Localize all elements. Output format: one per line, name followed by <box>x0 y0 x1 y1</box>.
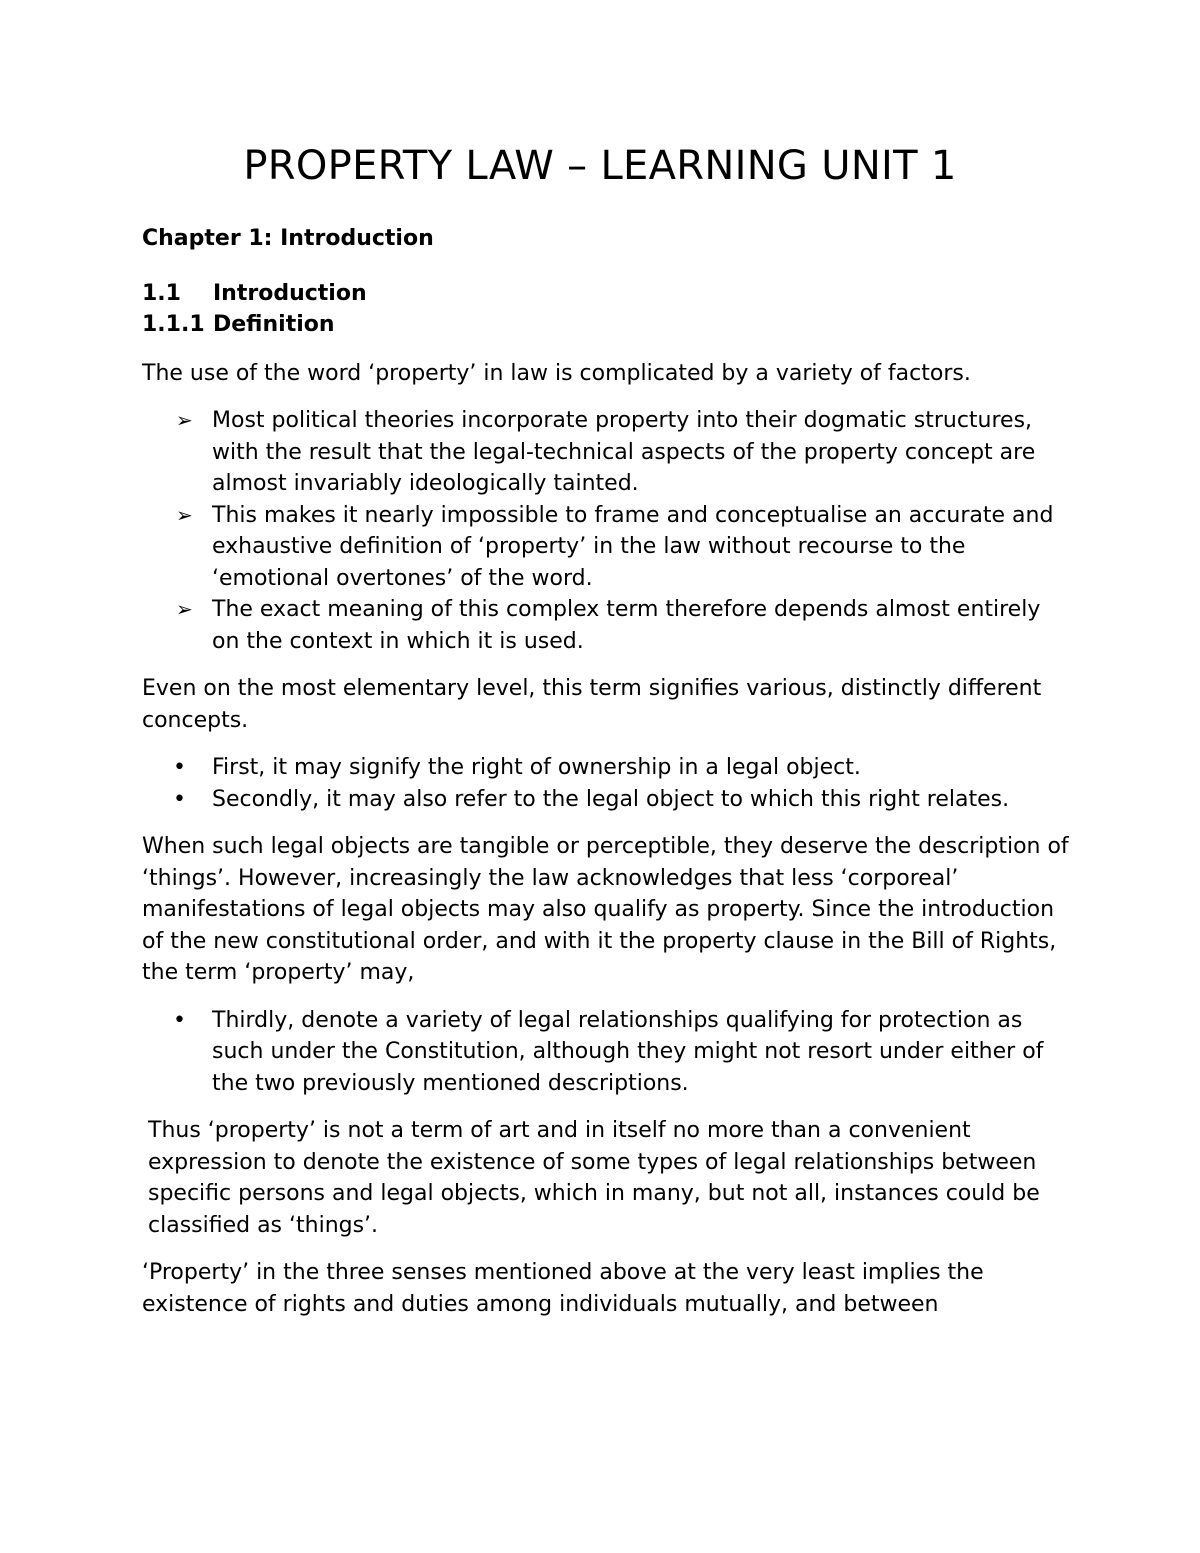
bullet-dot-icon: • <box>173 1007 186 1033</box>
chapter-heading: Chapter 1: Introduction <box>142 226 434 251</box>
bullet-dot-icon: • <box>173 755 186 780</box>
section-number: 1.1 <box>142 280 181 306</box>
bullet-list-1 <box>142 752 1072 815</box>
subsection-heading <box>142 309 1072 341</box>
paragraph-5: ‘Property’ in the three senses mentioned above at the very least implies the existence of rights and duties among individuals mutually, and between <box>142 1260 984 1317</box>
arrow-bullet-icon: ➢ <box>176 597 193 621</box>
subsection-number: 1.1.1 <box>142 312 205 337</box>
paragraph-1: The use of the word ‘property’ in law is complicated by a variety of factors. <box>142 360 971 386</box>
arrow-bullet-icon: ➢ <box>176 502 193 527</box>
document-body <box>142 223 1072 1336</box>
bullet-list-text: Secondly, it may also refer to the legal object to which this right relates. <box>212 786 1010 812</box>
arrow-bullet-icon: ➢ <box>176 408 193 432</box>
section-label: Introduction <box>213 280 367 306</box>
subsection-label: Definition <box>213 312 335 337</box>
bullet-list-text: First, it may signify the right of ownership in a legal object. <box>212 755 861 780</box>
paragraph-4: Thus ‘property’ is not a term of art and in itself no more than a convenient expression to denote the existence of some types of legal relationships between specific persons and legal objects, which in many, but not all, instances could be classified as ‘things’. <box>148 1118 1040 1238</box>
bullet-list-item <box>142 1005 1072 1100</box>
bullet-list-item <box>142 752 1072 784</box>
bullet-list-item <box>142 784 1072 816</box>
bullet-list-2 <box>142 1005 1072 1100</box>
arrow-list-text: This makes it nearly impossible to frame and conceptualise an accurate and exhaustive definition of ‘property’ in the law without recourse to the ‘emotional overtones’ of the word. <box>212 502 1054 591</box>
arrow-list-text: The exact meaning of this complex term therefore depends almost entirely on the context in which it is used. <box>212 597 1041 654</box>
arrow-list-text: Most political theories incorporate property into their dogmatic structures, with the result that the legal-technical aspects of the property concept are almost invariably ideologically tainted. <box>212 408 1036 496</box>
bullet-list-text: Thirdly, denote a variety of legal relationships qualifying for protection as such under the Constitution, although they might not resort under either of the two previously mentioned descriptions. <box>212 1007 1044 1096</box>
arrow-list-item <box>142 405 1072 500</box>
arrow-list-item <box>142 594 1072 657</box>
paragraph-2: Even on the most elementary level, this term signifies various, distinctly different concepts. <box>142 676 1042 733</box>
arrow-list <box>142 405 1072 657</box>
paragraph-3: When such legal objects are tangible or perceptible, they deserve the description of ‘things’. However, increasingly the law acknowledges that less ‘corporeal’ manifestations of legal objects may also qualify as property. Since the introduction of the new constitutional order, and with it the property clause in the Bill of Rights, the term ‘property’ may, <box>142 834 1069 985</box>
arrow-list-item <box>142 500 1072 595</box>
bullet-dot-icon: • <box>173 786 186 812</box>
section-heading <box>142 278 1072 310</box>
document-title: PROPERTY LAW – LEARNING UNIT 1 <box>243 143 957 189</box>
